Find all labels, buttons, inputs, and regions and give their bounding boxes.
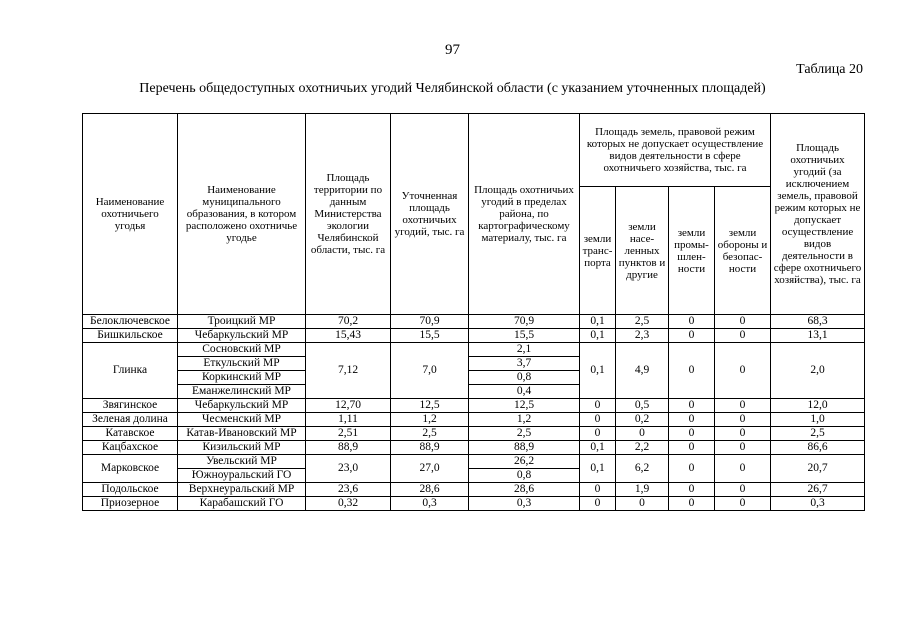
area-net: 0,3 [771,497,865,511]
defense-land: 0 [715,441,771,455]
area-map: 1,2 [469,413,580,427]
municipality: Катав-Ивановский МР [178,427,306,441]
area-refined: 12,5 [391,399,469,413]
area-map: 28,6 [469,483,580,497]
area-refined: 0,3 [391,497,469,511]
header-municipality: Наименование муниципального образования, в котором расположено охотничье угодье [178,114,306,315]
settlement-land: 4,9 [616,343,669,399]
municipality: Чесменский МР [178,413,306,427]
industry-land: 0 [669,427,715,441]
area-map: 0,8 [469,371,580,385]
municipality: Еткульский МР [178,357,306,371]
table-row [83,399,865,413]
header-area-map: Площадь охотничьих угодий в пределах района, по картографическому материалу, тыс. га [469,114,580,315]
ground-name: Кацбахское [83,441,178,455]
table-row [83,441,865,455]
table-row [83,329,865,343]
header-area-refined: Уточненная площадь охотничьих угодий, тыс. га [391,114,469,315]
header-transport-land: земли транс-порта [580,187,616,315]
municipality: Еманжелинский МР [178,385,306,399]
area-refined: 15,5 [391,329,469,343]
transport-land: 0,1 [580,441,616,455]
area-ministry: 2,51 [306,427,391,441]
area-map: 15,5 [469,329,580,343]
area-net: 13,1 [771,329,865,343]
header-area-ministry: Площадь территории по данным Министерства экологии Челябинской области, тыс. га [306,114,391,315]
area-net: 12,0 [771,399,865,413]
defense-land: 0 [715,427,771,441]
table-row [83,315,865,329]
ground-name: Звягинское [83,399,178,413]
header-defense-land: земли обороны и безопас-ности [715,187,771,315]
area-ministry: 23,0 [306,455,391,483]
municipality: Увельский МР [178,455,306,469]
municipality: Троицкий МР [178,315,306,329]
area-net: 26,7 [771,483,865,497]
transport-land: 0,1 [580,315,616,329]
area-map: 88,9 [469,441,580,455]
settlement-land: 2,3 [616,329,669,343]
settlement-land: 0,2 [616,413,669,427]
transport-land: 0 [580,399,616,413]
page-number: 97 [445,42,460,58]
transport-land: 0,1 [580,343,616,399]
transport-land: 0,1 [580,329,616,343]
municipality: Чебаркульский МР [178,399,306,413]
area-map: 3,7 [469,357,580,371]
industry-land: 0 [669,343,715,399]
ground-name: Зеленая долина [83,413,178,427]
settlement-land: 2,2 [616,441,669,455]
area-map: 26,2 [469,455,580,469]
ground-name: Катавское [83,427,178,441]
settlement-land: 0 [616,427,669,441]
area-net: 2,5 [771,427,865,441]
area-ministry: 1,11 [306,413,391,427]
industry-land: 0 [669,497,715,511]
area-ministry: 15,43 [306,329,391,343]
defense-land: 0 [715,329,771,343]
area-map: 0,4 [469,385,580,399]
ground-name: Бишкильское [83,329,178,343]
transport-land: 0,1 [580,455,616,483]
table-row [83,413,865,427]
municipality: Южноуральский ГО [178,469,306,483]
ground-name: Приозерное [83,497,178,511]
header-area-net: Площадь охотничьих угодий (за исключением земель, правовой режим которых не допускает осуществление видов деятельности в сфере охотничьего хозяйства), тыс. га [771,114,865,315]
ground-name: Подольское [83,483,178,497]
area-map: 12,5 [469,399,580,413]
area-map: 70,9 [469,315,580,329]
table-row [83,455,865,469]
header-settlement-land: земли насе-ленных пунктов и другие [616,187,669,315]
area-net: 20,7 [771,455,865,483]
area-net: 1,0 [771,413,865,427]
table-row [83,483,865,497]
defense-land: 0 [715,315,771,329]
industry-land: 0 [669,329,715,343]
area-net: 86,6 [771,441,865,455]
industry-land: 0 [669,399,715,413]
area-map: 2,1 [469,343,580,357]
industry-land: 0 [669,315,715,329]
area-refined: 70,9 [391,315,469,329]
area-refined: 28,6 [391,483,469,497]
settlement-land: 0,5 [616,399,669,413]
table-label: Таблица 20 [796,62,863,77]
header-industry-land: земли промы-шлен-ности [669,187,715,315]
area-map: 2,5 [469,427,580,441]
area-net: 68,3 [771,315,865,329]
settlement-land: 6,2 [616,455,669,483]
ground-name: Белоключевское [83,315,178,329]
area-refined: 27,0 [391,455,469,483]
area-ministry: 12,70 [306,399,391,413]
header-ground-name: Наименование охотничьего угодья [83,114,178,315]
area-ministry: 70,2 [306,315,391,329]
defense-land: 0 [715,343,771,399]
defense-land: 0 [715,455,771,483]
defense-land: 0 [715,399,771,413]
transport-land: 0 [580,413,616,427]
municipality: Чебаркульский МР [178,329,306,343]
area-map: 0,8 [469,469,580,483]
industry-land: 0 [669,483,715,497]
area-refined: 2,5 [391,427,469,441]
area-map: 0,3 [469,497,580,511]
area-ministry: 7,12 [306,343,391,399]
area-net: 2,0 [771,343,865,399]
settlement-land: 0 [616,497,669,511]
area-ministry: 88,9 [306,441,391,455]
ground-name: Марковское [83,455,178,483]
municipality: Кизильский МР [178,441,306,455]
industry-land: 0 [669,441,715,455]
defense-land: 0 [715,413,771,427]
area-refined: 88,9 [391,441,469,455]
transport-land: 0 [580,427,616,441]
transport-land: 0 [580,497,616,511]
header-restricted-group: Площадь земель, правовой режим которых не допускает осуществление видов деятельности в сфере охотничьего хозяйства, тыс. га [580,114,771,187]
area-refined: 1,2 [391,413,469,427]
table-row [83,343,865,357]
hunting-grounds-table [82,113,865,511]
defense-land: 0 [715,497,771,511]
table-row [83,497,865,511]
transport-land: 0 [580,483,616,497]
document-title: Перечень общедоступных охотничьих угодий Челябинской области (с указанием уточненных площадей) [139,81,766,96]
municipality: Сосновский МР [178,343,306,357]
area-refined: 7,0 [391,343,469,399]
municipality: Карабашский ГО [178,497,306,511]
industry-land: 0 [669,455,715,483]
municipality: Верхнеуральский МР [178,483,306,497]
defense-land: 0 [715,483,771,497]
area-ministry: 0,32 [306,497,391,511]
area-ministry: 23,6 [306,483,391,497]
industry-land: 0 [669,413,715,427]
municipality: Коркинский МР [178,371,306,385]
ground-name: Глинка [83,343,178,399]
settlement-land: 1,9 [616,483,669,497]
table-row [83,427,865,441]
settlement-land: 2,5 [616,315,669,329]
